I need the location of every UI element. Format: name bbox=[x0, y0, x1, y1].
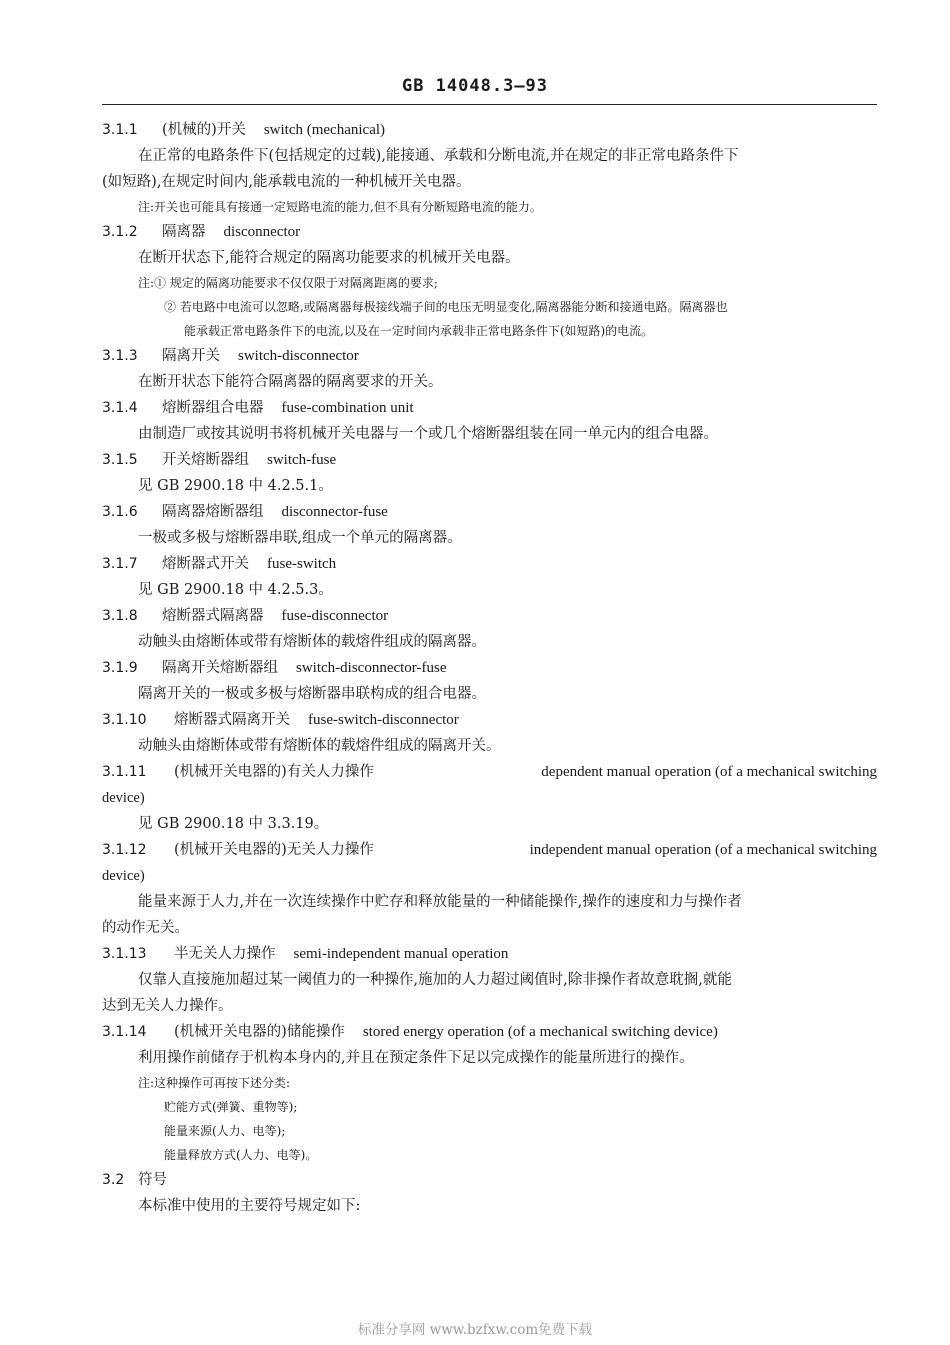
term-en: stored energy operation (of a mechanical switching device) bbox=[362, 1024, 718, 1040]
definition: 一极或多极与熔断器串联,组成一个单元的隔离器。 bbox=[138, 530, 462, 546]
term-number: 3.1.7 bbox=[102, 556, 138, 572]
term-number: 3.1.6 bbox=[102, 504, 138, 520]
term-en: dependent manual operation (of a mechanical switching bbox=[541, 764, 877, 780]
term-number: 3.1.8 bbox=[102, 608, 138, 624]
term-zh: 熔断器式开关 bbox=[162, 556, 249, 572]
definition: 见 GB 2900.18 中 4.2.5.1。 bbox=[138, 478, 333, 494]
term-3-1-5 bbox=[102, 447, 877, 473]
term-3-1-4 bbox=[102, 395, 877, 421]
section-title: 符号 bbox=[138, 1172, 167, 1188]
term-number: 3.1.3 bbox=[102, 348, 138, 364]
definition: 见 GB 2900.18 中 4.2.5.3。 bbox=[138, 582, 333, 598]
term-zh: 隔离开关 bbox=[162, 348, 220, 364]
note-item: 能量来源(人力、电等); bbox=[164, 1124, 286, 1138]
term-number: 3.1.12 bbox=[102, 842, 147, 858]
definition: 由制造厂或按其说明书将机械开关电器与一个或几个熔断器组装在同一单元内的组合电器。 bbox=[138, 426, 718, 442]
definition: 能量来源于人力,并在一次连续操作中贮存和释放能量的一种储能操作,操作的速度和力与操作者 bbox=[138, 894, 742, 910]
term-3-1-9 bbox=[102, 655, 877, 681]
term-en-continued: device) bbox=[102, 790, 145, 806]
term-zh: 隔离开关熔断器组 bbox=[162, 660, 278, 676]
term-en: fuse-switch-disconnector bbox=[308, 712, 459, 728]
term-en: semi-independent manual operation bbox=[293, 946, 509, 962]
term-en: fuse-combination unit bbox=[281, 400, 414, 416]
term-number: 3.1.2 bbox=[102, 224, 138, 240]
definition: 动触头由熔断体或带有熔断体的载熔件组成的隔离器。 bbox=[138, 634, 486, 650]
term-en: independent manual operation (of a mechanical switching bbox=[529, 842, 877, 858]
term-number: 3.1.1 bbox=[102, 122, 138, 138]
definition: 在断开状态下,能符合规定的隔离功能要求的机械开关电器。 bbox=[138, 250, 520, 266]
term-en-continued: device) bbox=[102, 868, 145, 884]
document-body bbox=[102, 117, 877, 1219]
term-zh: 熔断器式隔离器 bbox=[162, 608, 264, 624]
term-en: fuse-switch bbox=[267, 556, 337, 572]
definition: 隔离开关的一极或多极与熔断器串联构成的组合电器。 bbox=[138, 686, 486, 702]
term-en: switch-disconnector bbox=[238, 348, 359, 364]
definition: 动触头由熔断体或带有熔断体的载熔件组成的隔离开关。 bbox=[138, 738, 501, 754]
term-zh: (机械的)开关 bbox=[162, 122, 246, 138]
term-3-1-14 bbox=[102, 1019, 877, 1045]
term-number: 3.1.11 bbox=[102, 764, 147, 780]
definition-continued: 的动作无关。 bbox=[102, 920, 189, 936]
term-zh: 熔断器组合电器 bbox=[162, 400, 264, 416]
term-zh: (机械开关电器的)无关人力操作 bbox=[174, 842, 374, 858]
term-3-1-6 bbox=[102, 499, 877, 525]
term-3-1-12 bbox=[102, 837, 877, 863]
term-zh: 半无关人力操作 bbox=[174, 946, 276, 962]
definition-continued: (如短路),在规定时间内,能承载电流的一种机械开关电器。 bbox=[102, 174, 471, 190]
term-3-1-8 bbox=[102, 603, 877, 629]
term-number: 3.1.13 bbox=[102, 946, 147, 962]
definition: 见 GB 2900.18 中 3.3.19。 bbox=[138, 816, 329, 832]
term-3-1-1 bbox=[102, 117, 877, 143]
term-3-1-3 bbox=[102, 343, 877, 369]
definition: 在断开状态下能符合隔离器的隔离要求的开关。 bbox=[138, 374, 443, 390]
term-number: 3.1.4 bbox=[102, 400, 138, 416]
definition: 仅靠人直接施加超过某一阈值力的一种操作,施加的人力超过阈值时,除非操作者故意耽搁,就能 bbox=[138, 972, 732, 988]
term-3-1-2 bbox=[102, 219, 877, 245]
term-en: disconnector bbox=[223, 224, 301, 240]
term-en: disconnector-fuse bbox=[281, 504, 388, 520]
term-3-1-7 bbox=[102, 551, 877, 577]
section-number: 3.2 bbox=[102, 1172, 125, 1188]
term-zh: (机械开关电器的)储能操作 bbox=[174, 1024, 345, 1040]
definition-continued: 达到无关人力操作。 bbox=[102, 998, 233, 1014]
definition: 在正常的电路条件下(包括规定的过载),能接通、承载和分断电流,并在规定的非正常电路条件下 bbox=[138, 148, 739, 164]
term-zh: 隔离器 bbox=[162, 224, 206, 240]
section-intro: 本标准中使用的主要符号规定如下: bbox=[138, 1198, 361, 1214]
term-en: switch (mechanical) bbox=[263, 122, 386, 138]
header-rule bbox=[102, 104, 877, 105]
term-number: 3.1.5 bbox=[102, 452, 138, 468]
term-en: switch-disconnector-fuse bbox=[296, 660, 447, 676]
term-3-1-10 bbox=[102, 707, 877, 733]
note-item: 贮能方式(弹簧、重物等); bbox=[164, 1100, 298, 1114]
note: 注:① 规定的隔离功能要求不仅仅限于对隔离距离的要求; bbox=[138, 276, 438, 290]
term-zh: 开关熔断器组 bbox=[162, 452, 249, 468]
term-zh: (机械开关电器的)有关人力操作 bbox=[174, 764, 374, 780]
note: 注:开关也可能具有接通一定短路电流的能力,但不具有分断短路电流的能力。 bbox=[138, 200, 542, 214]
note-item-continued: 能承载正常电路条件下的电流,以及在一定时间内承载非正常电路条件下(如短路)的电流。 bbox=[184, 324, 654, 338]
term-en: switch-fuse bbox=[267, 452, 337, 468]
definition: 利用操作前储存于机构本身内的,并且在预定条件下足以完成操作的能量所进行的操作。 bbox=[138, 1050, 694, 1066]
note-item: ② 若电路中电流可以忽略,或隔离器每极接线端子间的电压无明显变化,隔离器能分断和接通电路。隔离器也 bbox=[164, 300, 728, 314]
term-zh: 隔离器熔断器组 bbox=[162, 504, 264, 520]
note-item: 能量释放方式(人力、电等)。 bbox=[164, 1148, 318, 1162]
term-number: 3.1.9 bbox=[102, 660, 138, 676]
term-en: fuse-disconnector bbox=[281, 608, 389, 624]
term-3-1-13 bbox=[102, 941, 877, 967]
section-3-2 bbox=[102, 1167, 877, 1193]
note: 注:这种操作可再按下述分类: bbox=[138, 1076, 291, 1090]
term-number: 3.1.14 bbox=[102, 1024, 147, 1040]
term-3-1-11 bbox=[102, 759, 877, 785]
term-zh: 熔断器式隔离开关 bbox=[174, 712, 290, 728]
footer-watermark: 标准分享网 www.bzfxw.com免费下载 bbox=[357, 1322, 593, 1338]
document-header-code: GB 14048.3—93 bbox=[401, 76, 549, 96]
term-number: 3.1.10 bbox=[102, 712, 147, 728]
